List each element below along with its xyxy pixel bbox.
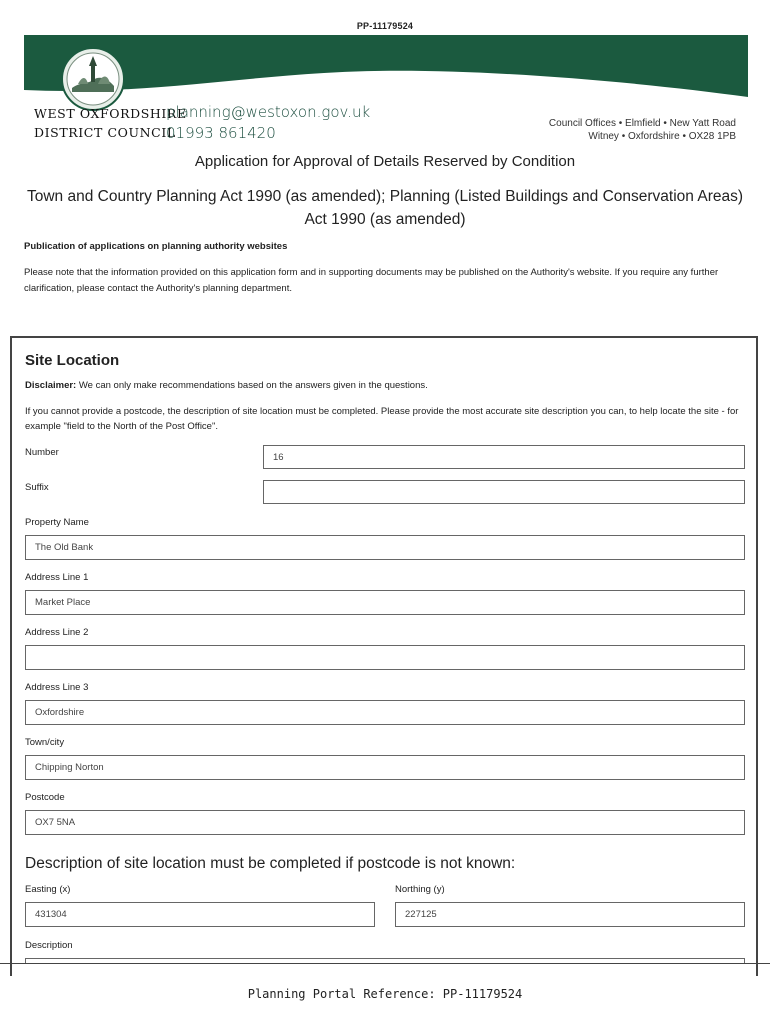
disclaimer-label: Disclaimer:	[25, 380, 77, 391]
property-name-label: Property Name	[25, 517, 89, 528]
council-logo	[58, 44, 128, 114]
council-phone: 01993 861420	[166, 124, 276, 142]
property-name-field[interactable]: The Old Bank	[25, 535, 745, 560]
suffix-field[interactable]	[263, 480, 745, 504]
publication-text: Please note that the information provided on this application form and in supporting documents may be published on the Authority's website. If you require any further clarification, please contact the Authority's planning department.	[24, 267, 719, 294]
address-line1-label: Address Line 1	[25, 572, 89, 583]
address-line3-field[interactable]: Oxfordshire	[25, 700, 745, 725]
postcode-info: If you cannot provide a postcode, the description of site location must be completed. Please provide the most accurate site description you can, to help locate the site - for example "field to the North of the Post Office".	[25, 406, 739, 432]
easting-field[interactable]: 431304	[25, 902, 375, 927]
disclaimer-text: We can only make recommendations based on the answers given in the questions.	[76, 380, 428, 391]
suffix-label: Suffix	[25, 482, 49, 493]
address-line1-field[interactable]: Market Place	[25, 590, 745, 615]
page-subtitle: Town and Country Planning Act 1990 (as amended); Planning (Listed Buildings and Conservation Areas) Act 1990 (as amended)	[26, 188, 744, 228]
postcode-label: Postcode	[25, 792, 65, 803]
northing-label: Northing (y)	[395, 884, 445, 895]
banner-wave	[24, 35, 748, 97]
address-line2-field[interactable]	[25, 645, 745, 670]
council-name-line2: DISTRICT COUNCIL	[34, 125, 176, 140]
northing-field[interactable]: 227125	[395, 902, 745, 927]
publication-heading: Publication of applications on planning authority websites	[24, 241, 288, 252]
easting-label: Easting (x)	[25, 884, 71, 895]
footer-reference: Planning Portal Reference: PP-11179524	[247, 987, 523, 1001]
footer-divider	[0, 963, 770, 964]
disclaimer	[25, 380, 428, 391]
town-label: Town/city	[25, 737, 65, 748]
address-line2-label: Address Line 2	[25, 627, 89, 638]
header-banner	[24, 35, 748, 97]
section-title: Site Location	[25, 352, 120, 369]
description-label: Description	[25, 940, 73, 951]
page-title: Application for Approval of Details Reserved by Condition	[194, 153, 576, 170]
town-field[interactable]: Chipping Norton	[25, 755, 745, 780]
council-name-line1: WEST OXFORDSHIRE	[34, 106, 187, 121]
description-heading: Description of site location must be completed if postcode is not known:	[25, 855, 516, 872]
number-label: Number	[25, 447, 59, 458]
council-address-line2: Witney • Oxfordshire • OX28 1PB	[588, 131, 736, 142]
reference-number: PP-11179524	[356, 21, 414, 31]
number-field[interactable]: 16	[263, 445, 745, 469]
council-address-line1: Council Offices • Elmfield • New Yatt Road	[548, 118, 736, 129]
postcode-field[interactable]: OX7 5NA	[25, 810, 745, 835]
council-email[interactable]: planning@westoxon.gov.uk	[166, 103, 371, 121]
address-line3-label: Address Line 3	[25, 682, 89, 693]
